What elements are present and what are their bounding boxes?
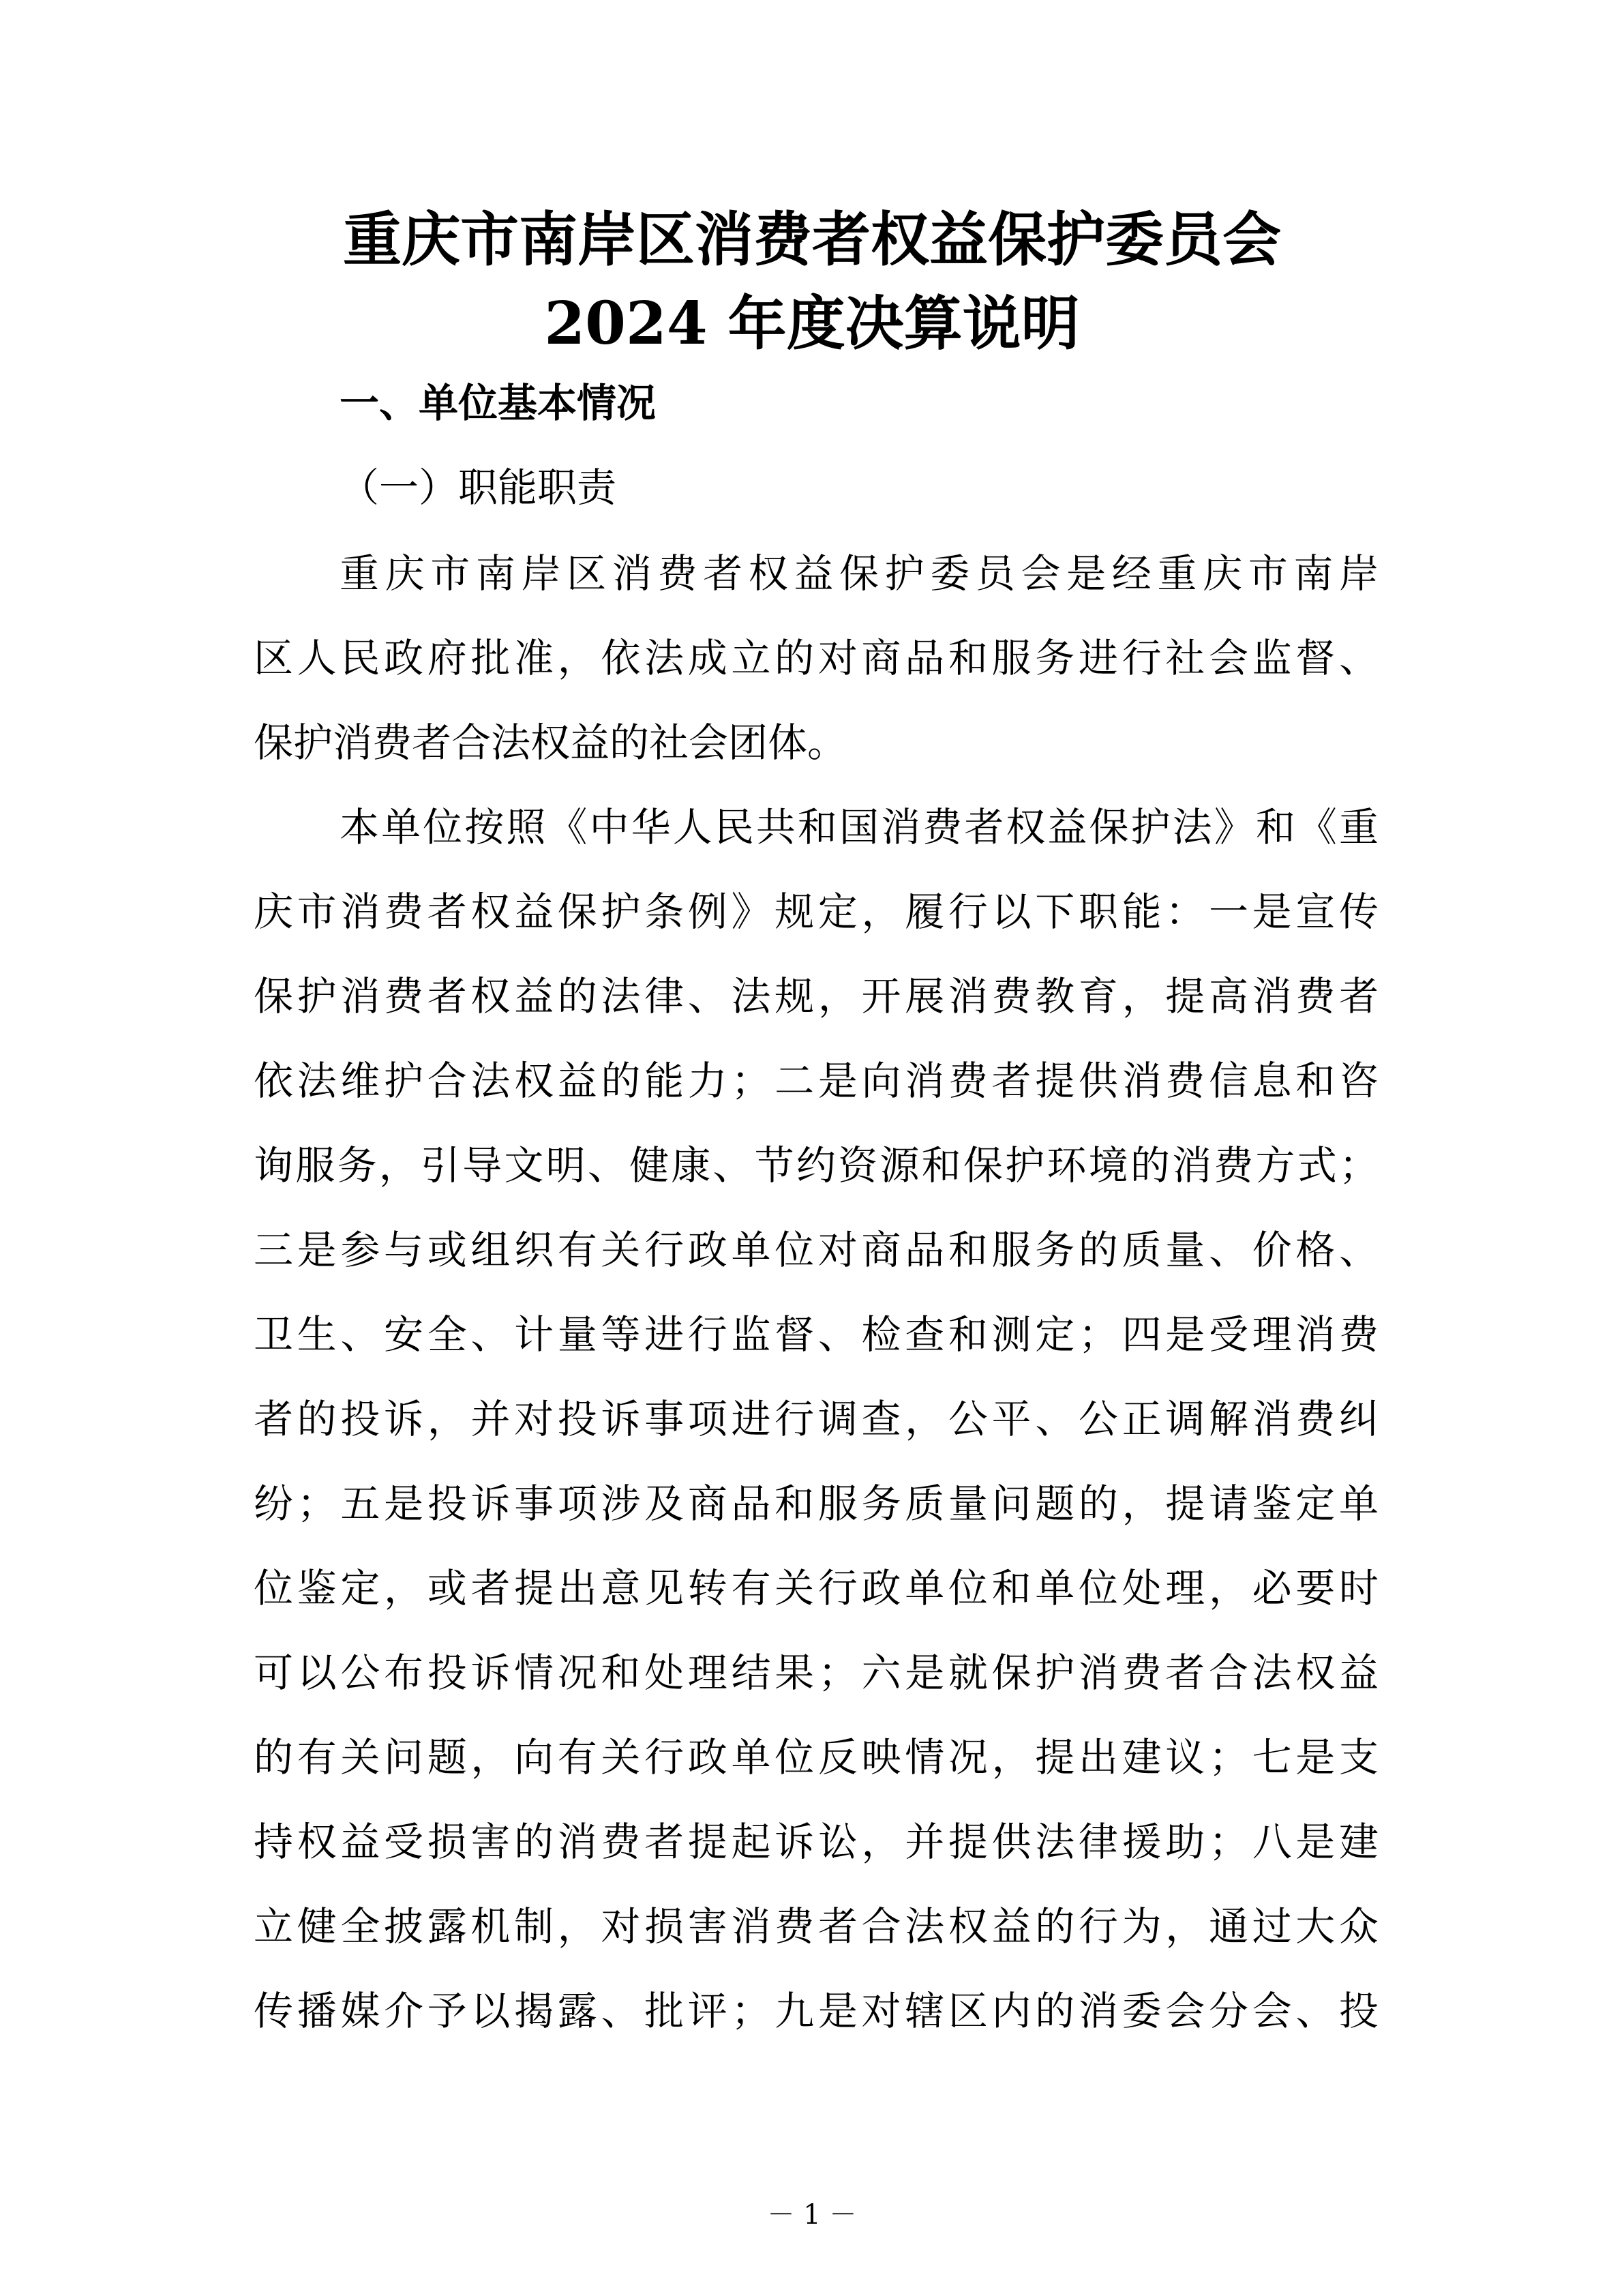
- paragraph-2-line: 三是参与或组织有关行政单位对商品和服务的质量、价格、: [254, 1227, 1379, 1273]
- paragraph-2-line: 持权益受损害的消费者提起诉讼，并提供法律援助；八是建: [254, 1819, 1379, 1865]
- paragraph-1-line: 重庆市南岸区消费者权益保护委员会是经重庆市南岸: [340, 550, 1379, 597]
- paragraph-2-line: 可以公布投诉情况和处理结果；六是就保护消费者合法权益: [254, 1650, 1379, 1696]
- paragraph-2-line: 的有关问题，向有关行政单位反映情况，提出建议；七是支: [254, 1734, 1379, 1780]
- subsection-heading-functions: （一）职能职责: [340, 464, 617, 511]
- paragraph-2-line: 依法维护合法权益的能力；二是向消费者提供消费信息和咨: [254, 1058, 1379, 1104]
- paragraph-2-line: 传播媒介予以揭露、批评；九是对辖区内的消委会分会、投: [254, 1988, 1379, 2034]
- paragraph-1-line: 区人民政府批准，依法成立的对商品和服务进行社会监督、: [254, 635, 1379, 681]
- document-title-line-2: 2024 年度决算说明: [544, 289, 1080, 358]
- page-number: － 1 －: [767, 2199, 857, 2231]
- paragraph-2-line: 立健全披露机制，对损害消费者合法权益的行为，通过大众: [254, 1903, 1379, 1950]
- paragraph-2-line: 纷；五是投诉事项涉及商品和服务质量问题的，提请鉴定单: [254, 1480, 1379, 1527]
- section-heading-basic-info: 一、单位基本情况: [340, 380, 657, 426]
- paragraph-2-line: 本单位按照《中华人民共和国消费者权益保护法》和《重: [340, 804, 1379, 850]
- paragraph-2-line: 卫生、安全、计量等进行监督、检查和测定；四是受理消费: [254, 1311, 1379, 1358]
- paragraph-2-line: 庆市消费者权益保护条例》规定，履行以下职能：一是宣传: [254, 889, 1379, 935]
- paragraph-2-line: 询服务，引导文明、健康、节约资源和保护环境的消费方式；: [254, 1142, 1379, 1189]
- paragraph-2-line: 者的投诉，并对投诉事项进行调查，公平、公正调解消费纠: [254, 1396, 1379, 1442]
- document-title-line-1: 重庆市南岸区消费者权益保护委员会: [343, 205, 1281, 274]
- paragraph-2-line: 位鉴定，或者提出意见转有关行政单位和单位处理，必要时: [254, 1565, 1379, 1611]
- paragraph-2-line: 保护消费者权益的法律、法规，开展消费教育，提高消费者: [254, 973, 1379, 1019]
- paragraph-1-line: 保护消费者合法权益的社会团体。: [254, 719, 847, 766]
